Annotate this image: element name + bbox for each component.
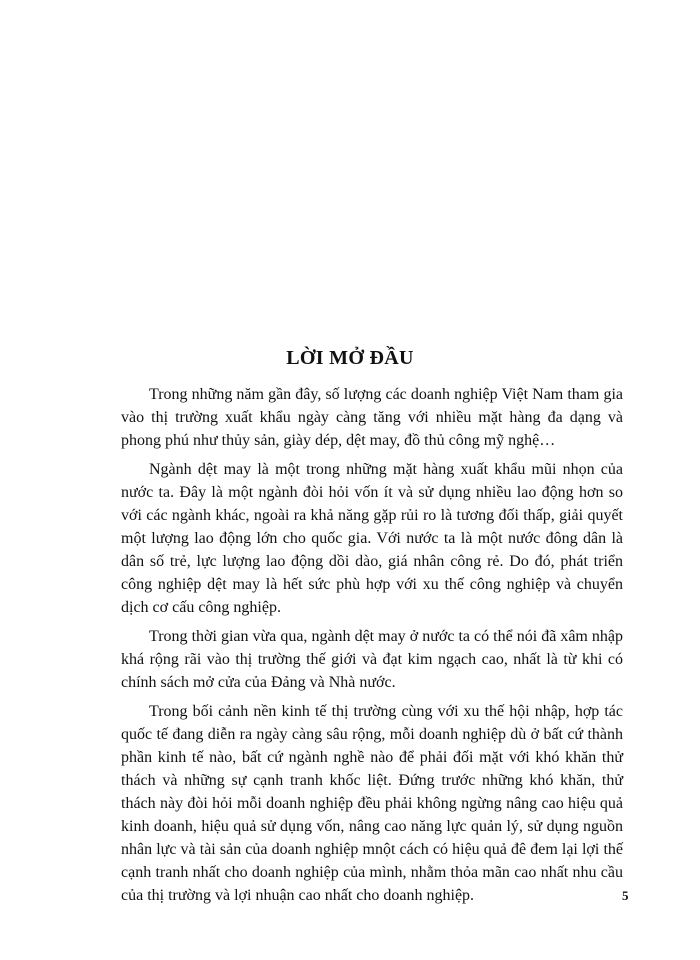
- paragraph-3: Trong thời gian vừa qua, ngành dệt may ở nước ta có thể nói đã xâm nhập khá rộng rãi vào thị trường thế giới và đạt kim ngạch cao, nhất là từ khi có chính sách mở cửa của Đảng và Nhà nước.: [121, 628, 623, 691]
- paragraph-4: Trong bối cảnh nền kinh tế thị trường cùng với xu thế hội nhập, hợp tác quốc tế đang diễn ra ngày càng sâu rộng, mỗi doanh nghiệp dù ở bất cứ thành phần kinh tế nào, bất cứ ngành nghề nào để phải đối mặt với khó khăn thử thách và những sự cạnh tranh khốc liệt. Đứng trước những khó khăn, thử thách này đòi hỏi mỗi doanh nghiệp đều phải không ngừng nâng cao hiệu quả kinh doanh, hiệu quả sử dụng vốn, nâng cao năng lực quản lý, sử dụng nguồn nhân lực và tài sản của doanh nghiệp mnột cách có hiệu quả đê đem lại lợi thế cạnh tranh nhất cho doanh nghiệp của mình, nhằm thỏa mãn cao nhất nhu cầu của thị trường và lợi nhuận cao nhất cho doanh nghiệp.: [121, 703, 623, 904]
- paragraph-1: Trong những năm gần đây, số lượng các doanh nghiệp Việt Nam tham gia vào thị trường xuất khẩu ngày càng tăng với nhiều mặt hàng đa dạng và phong phú như thủy sản, giày dép, dệt may, đồ thủ công mỹ nghệ…: [121, 386, 623, 449]
- body-text: [121, 383, 623, 913]
- paragraph-2: Ngành dệt may là một trong những mặt hàng xuất khẩu mũi nhọn của nước ta. Đây là một ngành đòi hỏi vốn ít và sử dụng nhiều lao động hơn so với các ngành khác, ngoài ra khả năng gặp rủi ro là tương đối thấp, giải quyết một lượng lao động lớn cho quốc gia. Với nước ta là một nước đông dân là dân số trẻ, lực lượng lao động dồi dào, giá nhân công rẻ. Do đó, phát triển công nghiệp dệt may là hết sức phù hợp với xu thế công nghiệp và chuyển dịch cơ cấu công nghiệp.: [121, 461, 623, 616]
- page-title: LỜI MỞ ĐẦU: [286, 347, 414, 369]
- page-number: 5: [622, 888, 629, 903]
